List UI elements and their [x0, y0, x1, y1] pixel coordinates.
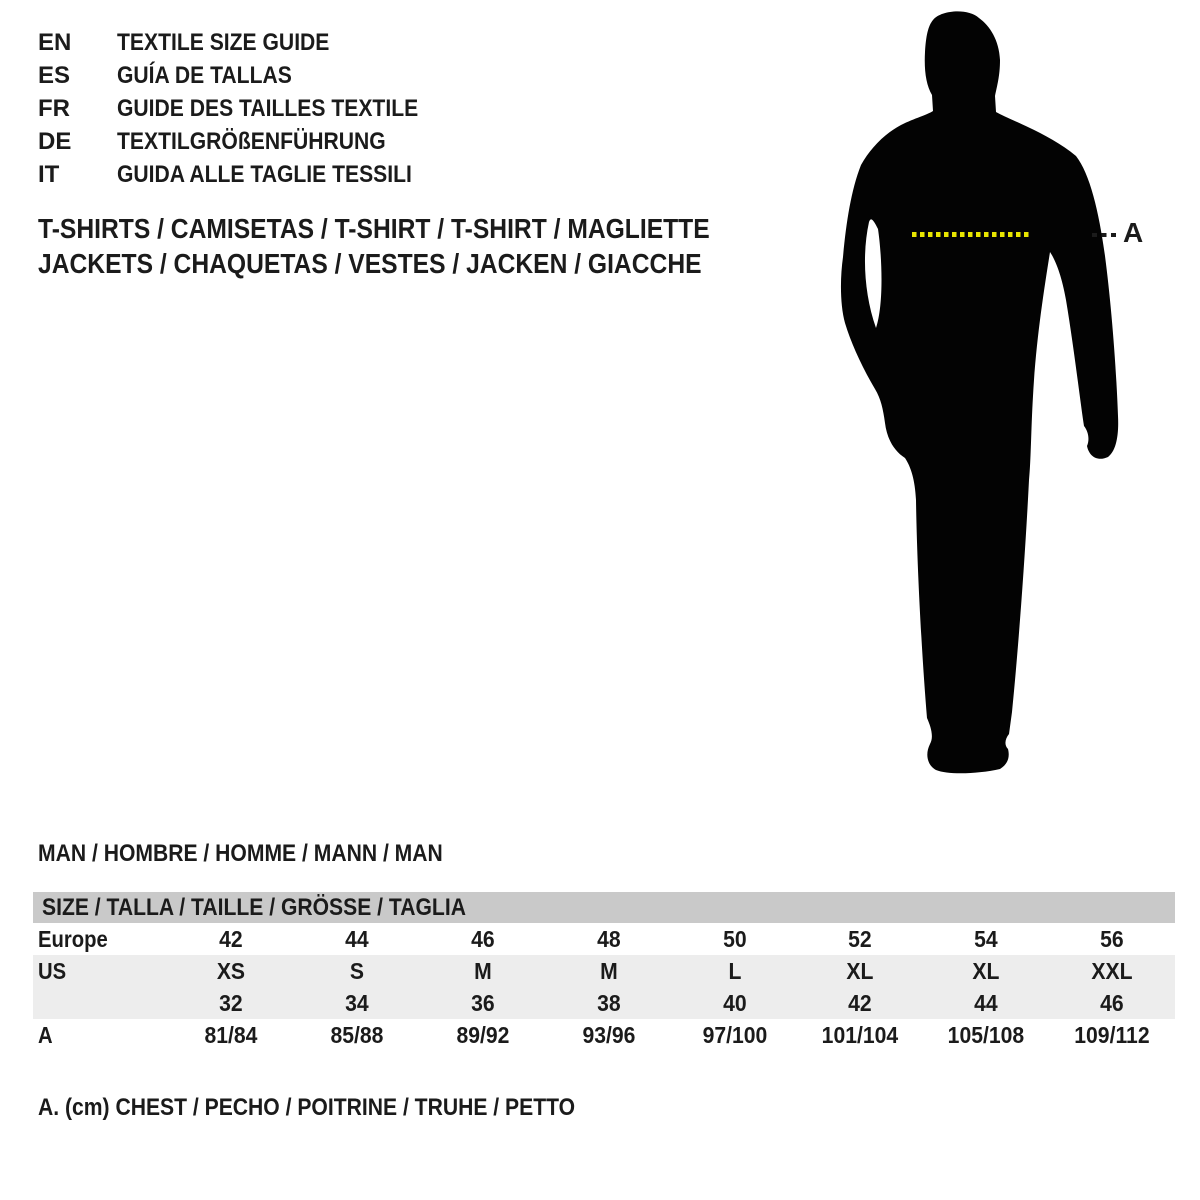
language-code: ES: [38, 61, 71, 89]
language-list: [38, 26, 459, 191]
table-cell: 42: [219, 925, 243, 952]
table-row-label: US: [38, 957, 67, 984]
language-row-fr: [38, 92, 459, 125]
table-cell: 36: [470, 989, 495, 1016]
table-cell: 50: [722, 925, 747, 952]
table-cell: 85/88: [330, 1021, 384, 1048]
table-cell: 109/112: [1074, 1021, 1150, 1048]
gender-section-title: [38, 840, 498, 868]
table-cell: 89/92: [456, 1021, 510, 1048]
table-cell: S: [349, 957, 364, 984]
language-code: DE: [38, 127, 72, 155]
table-cell: 34: [345, 989, 369, 1016]
table-row-label: [33, 990, 168, 1017]
measure-callout-dashes: [1092, 233, 1120, 237]
table-cell: 52: [848, 925, 873, 952]
category-line-tshirts-text: T-SHIRTS / CAMISETAS / T-SHIRT / T-SHIRT / MAGLIETTE: [38, 213, 710, 244]
table-cell: 54: [974, 925, 998, 952]
language-code: IT: [38, 160, 60, 188]
table-cell: 56: [1100, 925, 1124, 952]
language-label: TEXTILE SIZE GUIDE: [117, 28, 330, 56]
category-line-jackets: [38, 246, 801, 281]
man-silhouette: [838, 10, 1122, 778]
table-cell: XS: [216, 957, 246, 984]
table-cell: L: [727, 957, 741, 984]
language-label: GUIDE DES TAILLES TEXTILE: [117, 94, 419, 122]
language-code: FR: [38, 94, 70, 122]
language-label: TEXTILGRÖßENFÜHRUNG: [117, 127, 386, 155]
size-table-header: [33, 892, 1175, 923]
measurement-footnote-text: A. (cm) CHEST / PECHO / POITRINE / TRUHE / PETTO: [38, 1094, 576, 1121]
table-cell: XL: [846, 957, 874, 984]
table-row: [33, 923, 1175, 955]
table-cell: XL: [972, 957, 1000, 984]
language-row-de: [38, 125, 459, 158]
table-cell: 42: [848, 989, 873, 1016]
table-row: [33, 1019, 1175, 1051]
table-cell: 38: [596, 989, 621, 1016]
language-code: EN: [38, 28, 72, 56]
table-cell: XXL: [1091, 957, 1133, 984]
table-cell: 105/108: [947, 1021, 1025, 1048]
category-line-jackets-text: JACKETS / CHAQUETAS / VESTES / JACKEN / GIACCHE: [38, 248, 702, 279]
table-cell: 93/96: [582, 1021, 636, 1048]
size-table-body: [33, 923, 1175, 1051]
table-row: [33, 987, 1175, 1019]
table-row-label: Europe: [38, 925, 108, 952]
category-line-tshirts: [38, 211, 801, 246]
table-cell: M: [599, 957, 618, 984]
table-cell: 32: [219, 989, 243, 1016]
measure-label-a: A: [1123, 217, 1144, 248]
category-list: [38, 211, 801, 281]
table-cell: 97/100: [702, 1021, 767, 1048]
chest-measure-line: [912, 232, 1030, 237]
measurement-footnote: [38, 1094, 648, 1122]
table-cell: 46: [470, 925, 495, 952]
table-cell: 46: [1100, 989, 1124, 1016]
table-cell: 101/104: [822, 1021, 899, 1048]
size-table-header-text: SIZE / TALLA / TAILLE / GRÖSSE / TAGLIA: [42, 894, 466, 921]
table-cell: 81/84: [204, 1021, 258, 1048]
language-row-es: [38, 59, 459, 92]
table-row-label: A: [38, 1021, 53, 1048]
table-cell: 48: [596, 925, 621, 952]
language-row-it: [38, 158, 459, 191]
table-row: [33, 955, 1175, 987]
table-cell: 40: [722, 989, 747, 1016]
table-cell: 44: [345, 925, 369, 952]
language-label: GUIDA ALLE TAGLIE TESSILI: [117, 160, 412, 188]
language-label: GUÍA DE TALLAS: [117, 61, 292, 89]
language-row-en: [38, 26, 459, 59]
size-table: [33, 892, 1175, 1051]
table-cell: 44: [974, 989, 998, 1016]
table-cell: M: [473, 957, 492, 984]
gender-section-title-text: MAN / HOMBRE / HOMME / MANN / MAN: [38, 840, 443, 867]
